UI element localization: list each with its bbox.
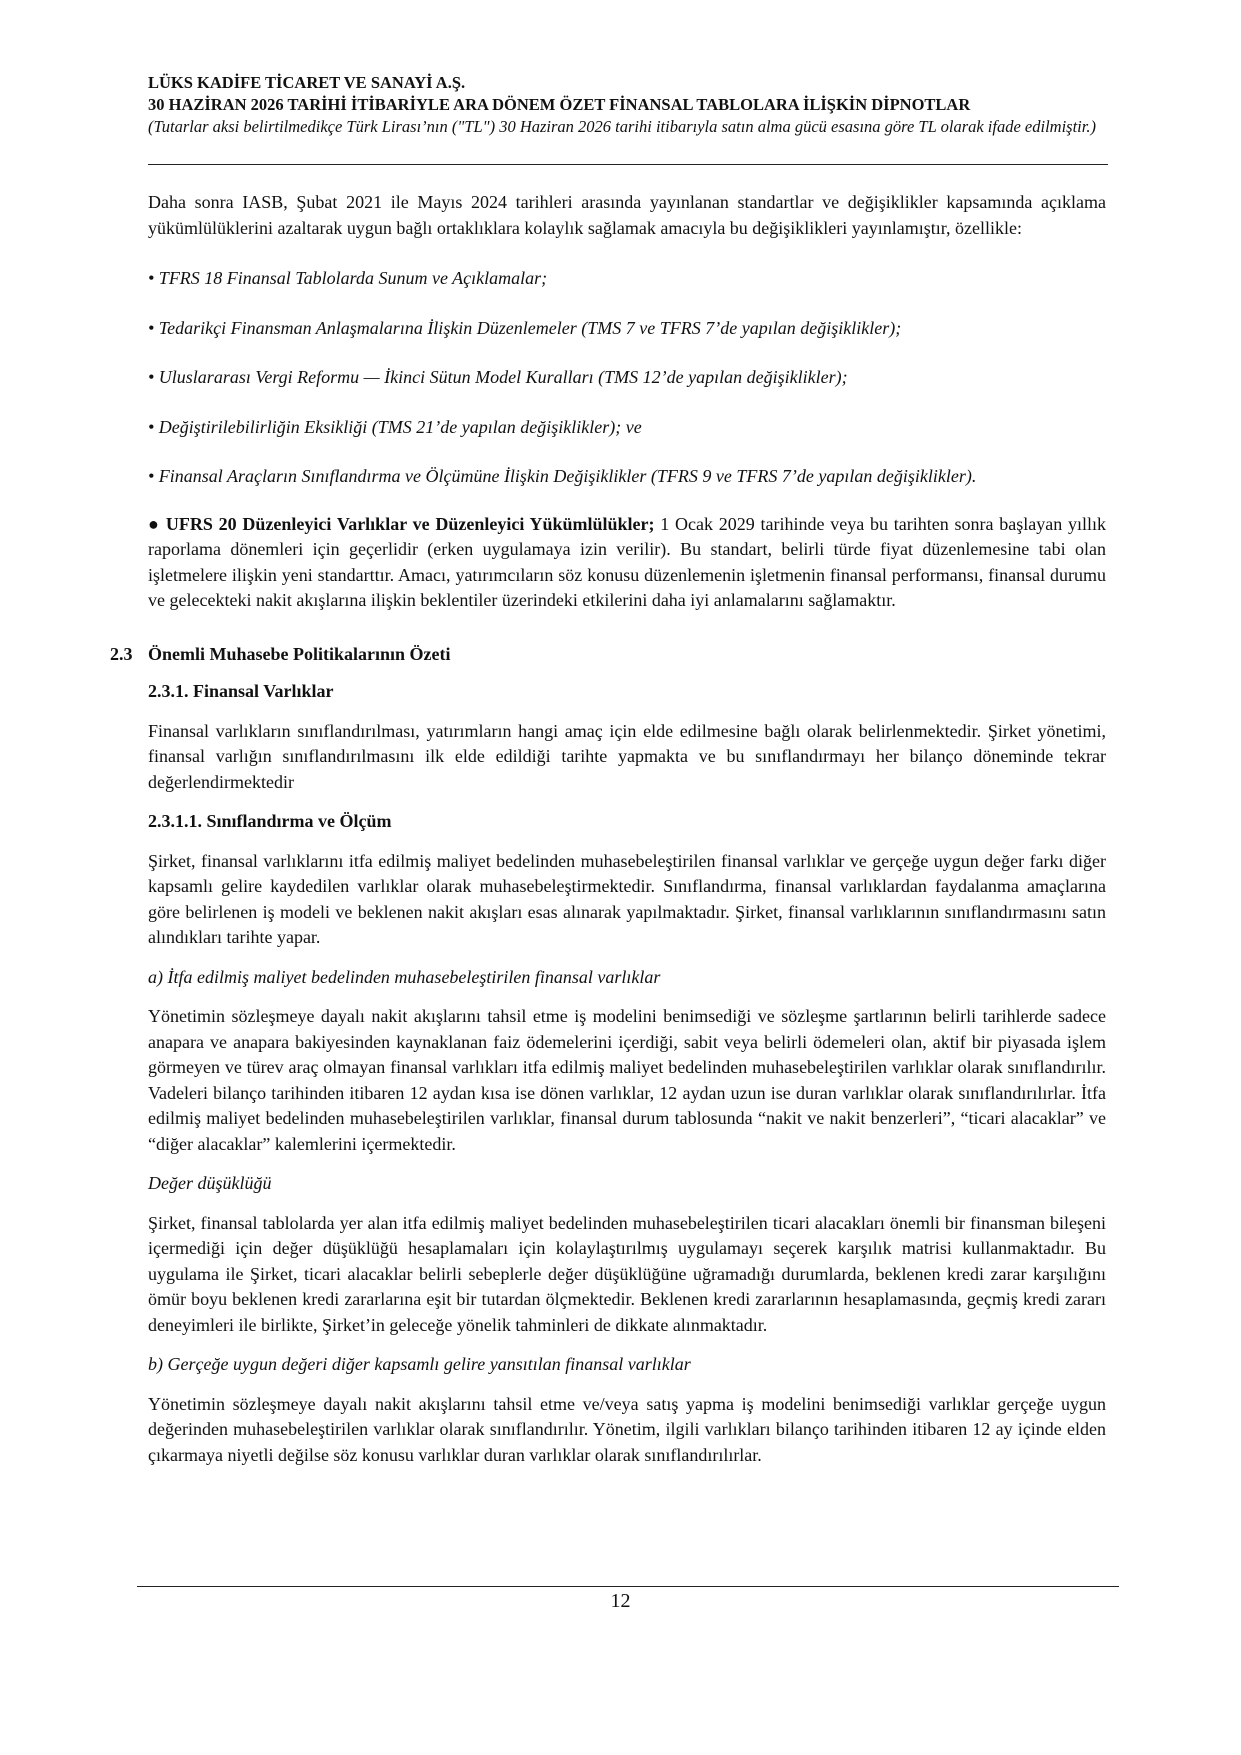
company-name: LÜKS KADİFE TİCARET VE SANAYİ A.Ş. xyxy=(148,73,466,92)
sub-b-text: Yönetimin sözleşmeye dayalı nakit akışlarını tahsil etme ve/veya satış yapma iş modelini benimsediği varlıklar gerçeğe uygun değerinden muhasebeleştirilen varlıklar olarak sınıflandırılır. Yönetim, ilgili varlıkları bilanço tarihinden itibaren 12 ay içinde elden çıkarmaya niyetli değilse söz konusu varlıklar duran varlıklar olarak sınıflandırılırlar. xyxy=(148,1393,1106,1465)
page-body xyxy=(110,190,1106,1468)
section-number: 2.3 xyxy=(110,643,133,664)
footer-divider xyxy=(137,1586,1119,1587)
intro-paragraph: Daha sonra IASB, Şubat 2021 ile Mayıs 2024 tarihleri arasında yayınlanan standartlar ve değişiklikler kapsamında açıklama yükümlülüklerini azaltarak uygun bağlı ortaklıklara kolaylık sağlamak amacıyla bu değişiklikleri yayınlamıştır, özellikle: xyxy=(148,192,1106,238)
page-header xyxy=(148,72,1108,138)
ufrs20-paragraph xyxy=(148,512,1106,614)
section-heading-2-3 xyxy=(110,642,1106,668)
header-divider xyxy=(148,164,1108,165)
section-heading-2-3-1-1: 2.3.1.1. Sınıflandırma ve Ölçüm xyxy=(148,811,392,831)
section-title: Önemli Muhasebe Politikalarının Özeti xyxy=(148,643,451,664)
section-heading-2-3-1: 2.3.1. Finansal Varlıklar xyxy=(148,681,334,701)
bullet-item: • Uluslararası Vergi Reformu — İkinci Sütun Model Kuralları (TMS 12’de yapılan değişiklikler); xyxy=(148,367,848,387)
sub-a-text: Yönetimin sözleşmeye dayalı nakit akışlarını tahsil etme iş modelini benimsediği ve sözleşme şartlarının belirli tarihlerde sadece anapara ve anapara bakiyesinden kaynaklanan faiz ödemelerini içerdiği, sabit veya belirli ödemeleri olan, aktif bir piyasada işlem görmeyen ve türev araç olmayan finansal varlıkları itfa edilmiş maliyet bedelinden muhasebeleştirilen varlıklar olarak sınıflandırılır. Vadeleri bilanço tarihinden itibaren 12 aydan kısa ise dönen varlıklar, 12 aydan uzun ise duran varlıklar olarak sınıflandırılırlar. İtfa edilmiş maliyet bedelinden muhasebeleştirilen varlıklar, finansal durum tablosunda “nakit ve nakit benzerleri”, “ticari alacaklar” ve “diğer alacaklar” kalemlerini içermektedir. xyxy=(148,1006,1106,1154)
currency-note: (Tutarlar aksi belirtilmedikçe Türk Lirası’nın ("TL") 30 Haziran 2026 tarihi itibarıyla satın alma gücü esasına göre TL olarak ifade edilmiştir.) xyxy=(148,117,1096,136)
ufrs20-lead: ● UFRS 20 Düzenleyici Varlıklar ve Düzenleyici Yükümlülükler; xyxy=(148,513,655,534)
bullet-item: • Tedarikçi Finansman Anlaşmalarına İlişkin Düzenlemeler (TMS 7 ve TFRS 7’de yapılan değişiklikler); xyxy=(148,317,902,338)
deger-dusuklugu-text: Şirket, finansal tablolarda yer alan itfa edilmiş maliyet bedelinden muhasebeleştirilen ticari alacakları önemli bir finansman bileşeni içermediği için değer düşüklüğü hesaplamaları için kolaylaştırılmış uygulamayı seçerek karşılık matrisi kullanmaktadır. Bu uygulama ile Şirket, ticari alacaklar belirli sebeplerle değer düşüklüğüne uğramadığı durumlarda, beklenen kredi zarar karşılığını ömür boyu beklenen kredi zararlarına eşit bir tutardan ölçmektedir. Beklenen kredi zararlarının hesaplamasında, geçmiş kredi zararı deneyimleri ile birlikte, Şirket’in geleceğe yönelik tahminleri de dikkate alınmaktadır. xyxy=(148,1212,1106,1335)
report-title: 30 HAZİRAN 2026 TARİHİ İTİBARİYLE ARA DÖNEM ÖZET FİNANSAL TABLOLARA İLİŞKİN DİPNOTLAR xyxy=(148,95,971,114)
ufrs20-text: 1 Ocak 2029 tarihinde veya bu tarihten sonra başlayan yıllık raporlama dönemleri için geçerlidir (erken uygulamaya izin verilir). Bu standart, belirli türde fiyat düzenlemesine tabi olan işletmelere ilişkin yeni standarttır. Amacı, yatırımcıların söz konusu düzenlemenin işletmenin finansal performansı, finansal durumu ve gelecekteki nakit akışlarına ilişkin beklentiler üzerindeki etkilerini daha iyi anlamalarını sağlamaktır. xyxy=(148,513,1106,610)
bullet-item: • Finansal Araçların Sınıflandırma ve Ölçümüne İlişkin Değişiklikler (TFRS 9 ve TFRS 7’de yapılan değişiklikler). xyxy=(148,466,977,486)
subheading-a: a) İtfa edilmiş maliyet bedelinden muhasebeleştirilen finansal varlıklar xyxy=(148,966,661,987)
bullet-item: • TFRS 18 Finansal Tablolarda Sunum ve Açıklamalar; xyxy=(148,268,548,288)
page-number: 12 xyxy=(610,1590,631,1612)
subheading-deger-dusuklugu: Değer düşüklüğü xyxy=(148,1173,272,1193)
subheading-b: b) Gerçeğe uygun değeri diğer kapsamlı gelire yansıtılan finansal varlıklar xyxy=(148,1354,691,1374)
bullet-item: • Değiştirilebilirliğin Eksikliği (TMS 21’de yapılan değişiklikler); ve xyxy=(148,416,642,437)
section-2-3-1-1-text: Şirket, finansal varlıklarını itfa edilmiş maliyet bedelinden muhasebeleştirilen finansal varlıklar ve gerçeğe uygun değer farkı diğer kapsamlı gelire kaydedilen varlıklar olarak muhasebeleştirmektedir. Sınıflandırma, finansal varlıklardan faydalanma amaçlarına göre belirlenen iş modeli ve beklenen nakit akışları esas alınarak yapılmaktadır. Şirket, finansal varlıklarının sınıflandırmasını satın alındıkları tarihte yapar. xyxy=(148,850,1106,947)
section-2-3-1-text: Finansal varlıkların sınıflandırılması, yatırımların hangi amaç için elde edilmesine bağlı olarak belirlenmektedir. Şirket yönetimi, finansal varlığın sınıflandırılmasını ilk elde edildiği tarihte yapmakta ve bu sınıflandırmayı her bilanço döneminde tekrar değerlendirmektedir xyxy=(148,720,1106,792)
